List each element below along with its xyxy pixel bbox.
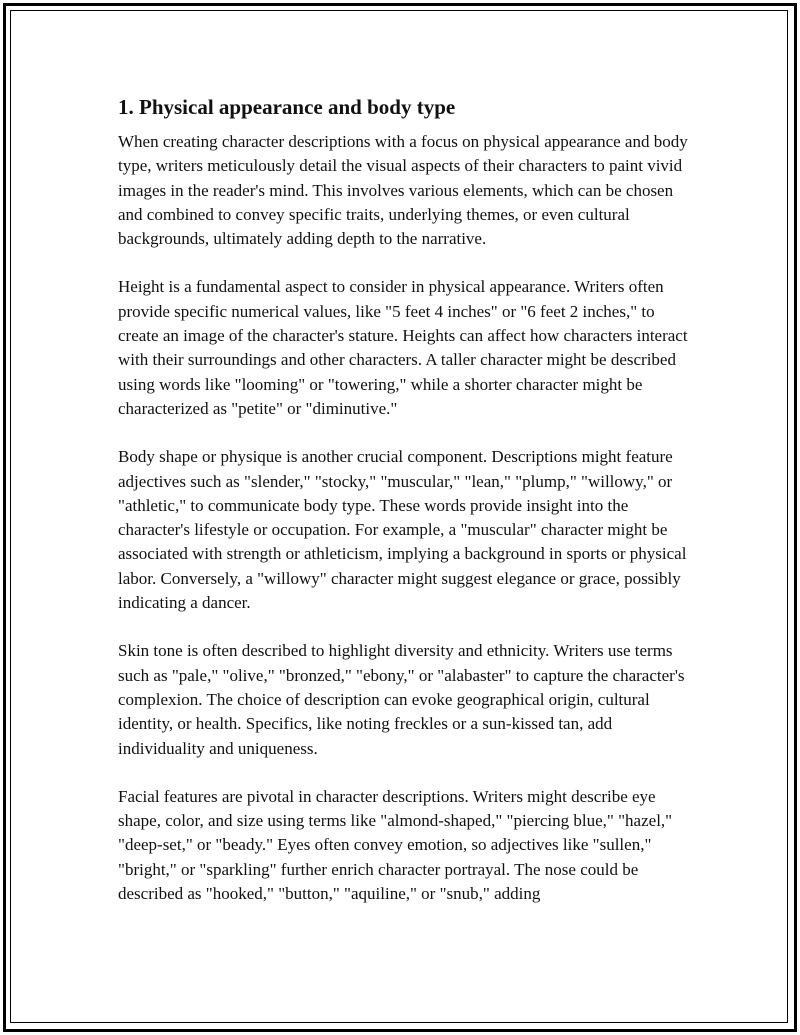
section-heading: 1. Physical appearance and body type	[118, 95, 456, 119]
paragraph-height: Height is a fundamental aspect to consider in physical appearance. Writers often provide specific numerical values, like "5 feet 4 inches" or "6 feet 2 inches," to create an image of the character's stature. Heights can affect how characters interact with their surroundings and other characters. A taller character might be described using words like "looming" or "towering," while a shorter character might be characterized as "petite" or "diminutive."	[118, 277, 688, 418]
document-body	[118, 94, 690, 906]
paragraph-intro: When creating character descriptions with a focus on physical appearance and body type, writers meticulously detail the visual aspects of their characters to paint vivid images in the reader's mind. This involves various elements, which can be chosen and combined to convey specific traits, underlying themes, or even cultural backgrounds, ultimately adding depth to the narrative.	[118, 132, 688, 249]
paragraph-skin-tone: Skin tone is often described to highlight diversity and ethnicity. Writers use terms such as "pale," "olive," "bronzed," "ebony," or "alabaster" to capture the character's complexion. The choice of description can evoke geographical origin, cultural identity, or health. Specifics, like noting freckles or a sun-kissed tan, add individuality and uniqueness.	[118, 641, 685, 758]
paragraph-facial-features: Facial features are pivotal in character descriptions. Writers might describe eye shape, color, and size using terms like "almond-shaped," "piercing blue," "hazel," "deep-set," or "beady." Eyes often convey emotion, so adjectives like "sullen," "bright," or "sparkling" further enrich character portrayal. The nose could be described as "hooked," "button," "aquiline," or "snub," adding	[118, 786, 673, 904]
paragraph-body-shape: Body shape or physique is another crucial component. Descriptions might feature adjectives such as "slender," "stocky," "muscular," "lean," "plump," "willowy," or "athletic," to communicate body type. These words provide insight into the character's lifestyle or occupation. For example, a "muscular" character might be associated with strength or athleticism, implying a background in sports or physical labor. Conversely, a "willowy" character might suggest elegance or grace, possibly indicating a dancer.	[118, 447, 687, 613]
